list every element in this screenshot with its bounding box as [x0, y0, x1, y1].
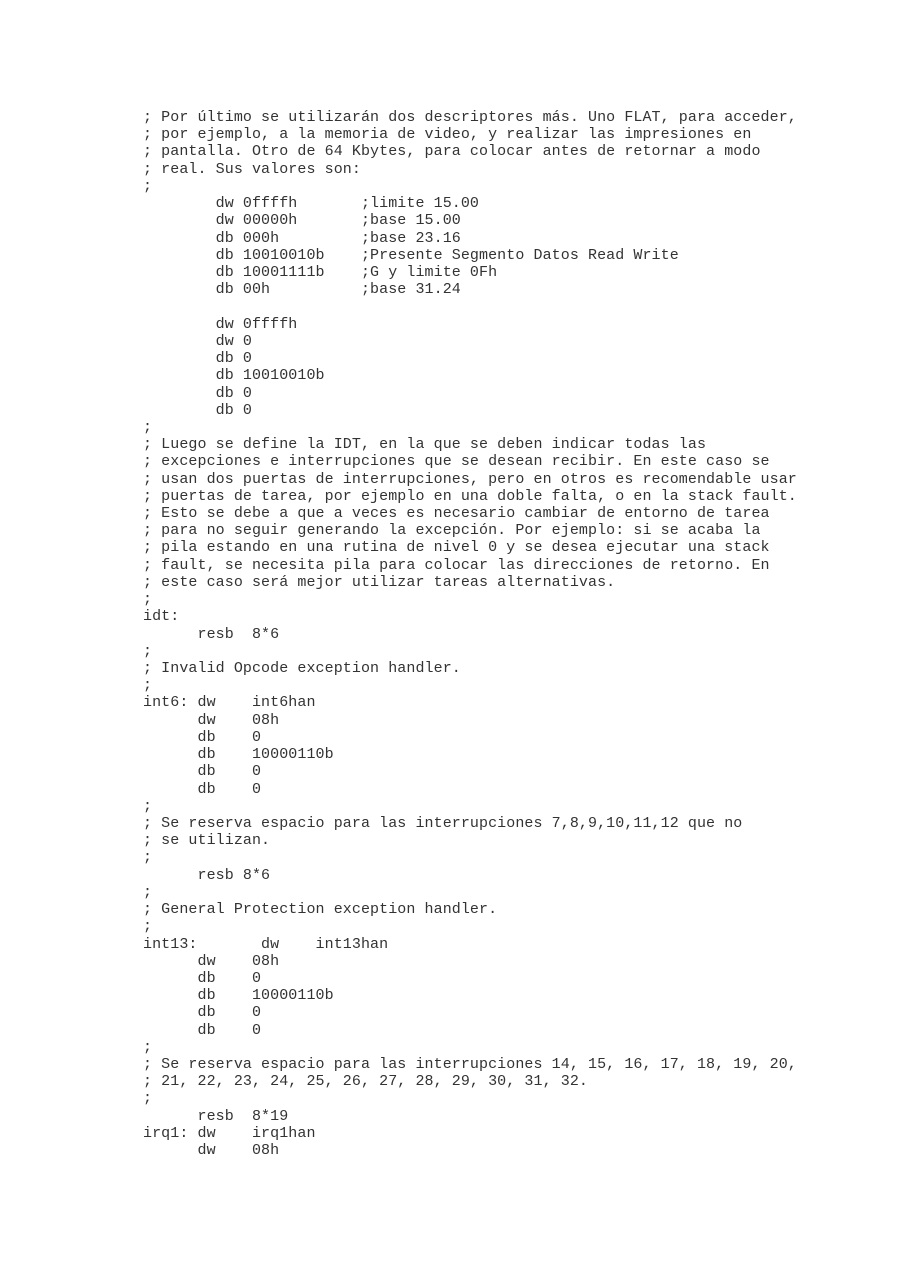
code-line: dw 08h — [143, 1142, 280, 1160]
code-line: db 10001111b ;G y limite 0Fh — [143, 263, 498, 281]
code-line: dw 0ffffh ;limite 15.00 — [143, 195, 480, 213]
code-line: db 0 — [143, 763, 262, 781]
comment-line: ; — [143, 418, 153, 436]
comment-line: ; — [143, 677, 153, 695]
code-line: db 00h ;base 31.24 — [143, 281, 461, 299]
comment-line: ; — [143, 1038, 153, 1056]
code-line: db 0 — [143, 350, 252, 368]
comment-line: ; Se reserva espacio para las interrupciones 7,8,9,10,11,12 que no — [143, 814, 743, 832]
comment-line: ; Esto se debe a que a veces es necesario cambiar de entorno de tarea — [143, 505, 770, 523]
code-line: db 0 — [143, 1004, 262, 1022]
code-line: dw 0ffffh — [143, 315, 298, 333]
comment-line: ; — [143, 642, 153, 660]
code-line: resb 8*6 — [143, 866, 271, 884]
code-line: db 000h ;base 23.16 — [143, 229, 461, 247]
comment-line: ; — [143, 591, 153, 609]
comment-line: ; — [143, 918, 153, 936]
comment-line: ; pila estando en una rutina de nivel 0 y se desea ejecutar una stack — [143, 539, 770, 557]
comment-line: ; — [143, 177, 153, 195]
comment-line: ; Invalid Opcode exception handler. — [143, 660, 461, 677]
comment-line: ; Luego se define la IDT, en la que se deben indicar todas las — [143, 436, 707, 454]
code-line — [143, 298, 797, 315]
code-line: db 10000110b — [143, 987, 334, 1005]
comment-line: ; — [143, 797, 153, 815]
comment-line: ; General Protection exception handler. — [143, 901, 498, 919]
code-line: dw 00000h ;base 15.00 — [143, 212, 461, 230]
comment-line: ; — [143, 849, 153, 867]
code-line: db 0 — [143, 780, 262, 798]
code-line: db 10010010b — [143, 367, 325, 385]
comment-line: ; puertas de tarea, por ejemplo en una doble falta, o en la stack fault. — [143, 487, 797, 505]
comment-line: ; Por último se utilizarán dos descriptores más. Uno FLAT, para acceder, — [143, 109, 797, 126]
code-line: dw 0 — [143, 332, 252, 350]
code-line: dw 08h — [143, 952, 280, 970]
document-page — [143, 109, 797, 1159]
code-line: db 0 — [143, 384, 252, 402]
code-line: dw 08h — [143, 711, 280, 729]
code-line: db 0 — [143, 1021, 262, 1039]
code-line: resb 8*19 — [143, 1107, 289, 1125]
comment-line: ; — [143, 1090, 153, 1108]
comment-line: ; — [143, 883, 153, 901]
comment-line: ; por ejemplo, a la memoria de video, y realizar las impresiones en — [143, 126, 752, 144]
code-line: irq1: dw irq1han — [143, 1124, 316, 1142]
comment-line: ; usan dos puertas de interrupciones, pero en otros es recomendable usar — [143, 470, 797, 488]
comment-line: ; real. Sus valores son: — [143, 160, 361, 178]
code-line: db 0 — [143, 969, 262, 987]
code-line: resb 8*6 — [143, 625, 280, 643]
comment-line: ; para no seguir generando la excepción. Por ejemplo: si se acaba la — [143, 522, 761, 540]
code-line: db 0 — [143, 401, 252, 419]
comment-line: ; fault, se necesita pila para colocar las direcciones de retorno. En — [143, 556, 770, 574]
comment-line: ; excepciones e interrupciones que se desean recibir. En este caso se — [143, 453, 770, 471]
code-line: db 0 — [143, 728, 262, 746]
comment-line: ; este caso será mejor utilizar tareas alternativas. — [143, 573, 616, 591]
code-line: db 10000110b — [143, 746, 334, 764]
comment-line: ; se utilizan. — [143, 832, 271, 850]
comment-line: ; 21, 22, 23, 24, 25, 26, 27, 28, 29, 30, 31, 32. — [143, 1073, 588, 1091]
code-line: idt: — [143, 608, 180, 626]
code-line: int6: dw int6han — [143, 694, 316, 712]
code-line: db 10010010b ;Presente Segmento Datos Read Write — [143, 246, 679, 264]
code-line: int13: dw int13han — [143, 935, 389, 953]
comment-line: ; pantalla. Otro de 64 Kbytes, para colocar antes de retornar a modo — [143, 143, 761, 161]
comment-line: ; Se reserva espacio para las interrupciones 14, 15, 16, 17, 18, 19, 20, — [143, 1056, 797, 1074]
